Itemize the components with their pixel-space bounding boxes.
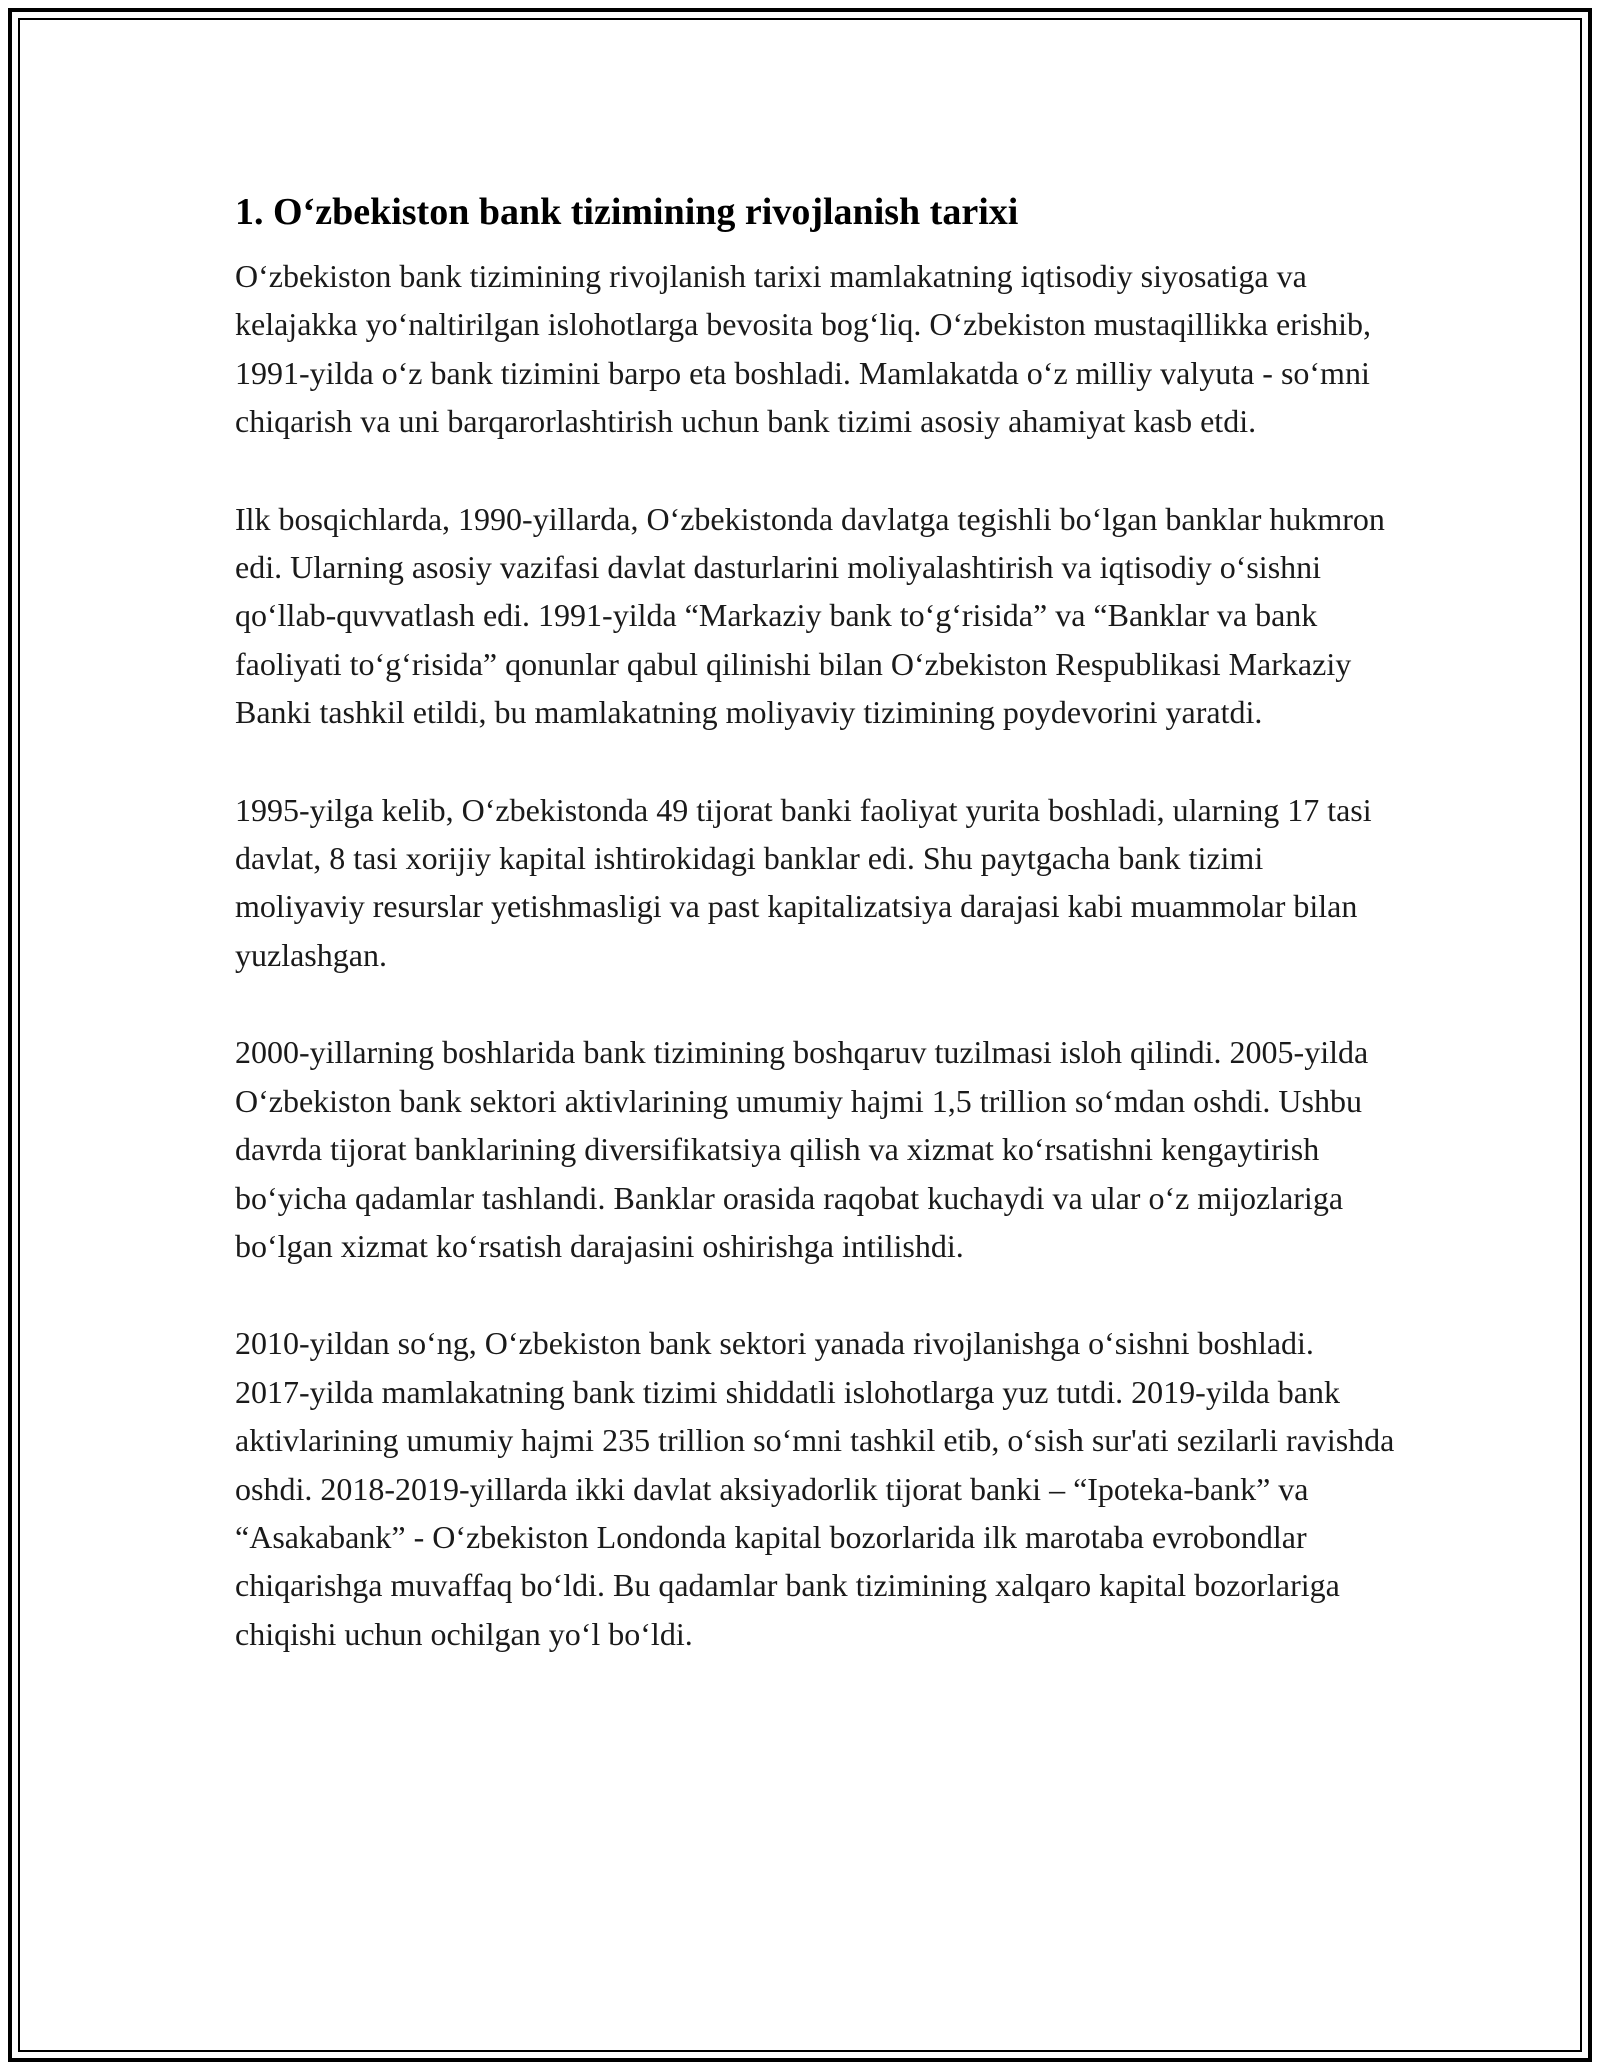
paragraph-2: Ilk bosqichlarda, 1990-yillarda, O‘zbekistonda davlatga tegishli bo‘lgan banklar hukmron edi. Ularning asosiy vazifasi davlat dasturlarini moliyalashtirish va iqtisodiy o‘sishni qo‘llab-quvvatlash edi. 1991-yilda “Markaziy bank to‘g‘risida” va “Banklar va bank faoliyati to‘g‘risida” qonunlar qabul qilinishi bilan O‘zbekiston Respublikasi Markaziy Banki tashkil etildi, bu mamlakatning moliyaviy tizimining poydevorini yaratdi. xyxy=(235,500,1385,731)
document-body xyxy=(235,186,1395,1707)
paragraph-1: O‘zbekiston bank tizimining rivojlanish tarixi mamlakatning iqtisodiy siyosatiga va kelajakka yo‘naltirilgan islohotlarga bevosita bog‘liq. O‘zbekiston mustaqillikka erishib, 1991-yilda o‘z bank tizimini barpo eta boshladi. Mamlakatda o‘z milliy valyuta - so‘mni chiqarish va uni barqarorlashtirish uchun bank tizimi asosiy ahamiyat kasb etdi. xyxy=(235,258,1372,440)
paragraph-4: 2000-yillarning boshlarida bank tizimining boshqaruv tuzilmasi isloh qilindi. 2005-yilda O‘zbekiston bank sektori aktivlarining umumiy hajmi 1,5 trillion so‘mdan oshdi. Ushbu davrda tijorat banklarining diversifikatsiya qilish va xizmat ko‘rsatishni kengaytirish bo‘yicha qadamlar tashlandi. Banklar orasida raqobat kuchaydi va ular o‘z mijozlariga bo‘lgan xizmat ko‘rsatish darajasini oshirishga intilishdi. xyxy=(235,1034,1369,1264)
paragraph-3: 1995-yilga kelib, O‘zbekistonda 49 tijorat banki faoliyat yurita boshladi, ularning 17 tasi davlat, 8 tasi xorijiy kapital ishtirokidagi banklar edi. Shu paytgacha bank tizimi moliyaviy resurslar yetishmasligi va past kapitalizatsiya darajasi kabi muammolar bilan yuzlashgan. xyxy=(235,791,1372,973)
paragraph-5: 2010-yildan so‘ng, O‘zbekiston bank sektori yanada rivojlanishga o‘sishni boshladi. 2017-yilda mamlakatning bank tizimi shiddatli islohotlarga yuz tutdi. 2019-yilda bank aktivlarining umumiy hajmi 235 trillion so‘mni tashkil etib, o‘sish sur'ati sezilarli ravishda oshdi. 2018-2019-yillarda ikki davlat aksiyadorlik tijorat banki – “Ipoteka-bank” va “Asakabank” - O‘zbekiston Londonda kapital bozorlarida ilk marotaba evrobondlar chiqarishga muvaffaq bo‘ldi. Bu qadamlar bank tizimining xalqaro kapital bozorlariga chiqishi uchun ochilgan yo‘l bo‘ldi. xyxy=(235,1325,1395,1652)
section-heading: 1. O‘zbekiston bank tizimining rivojlanish tarixi xyxy=(235,191,1019,233)
